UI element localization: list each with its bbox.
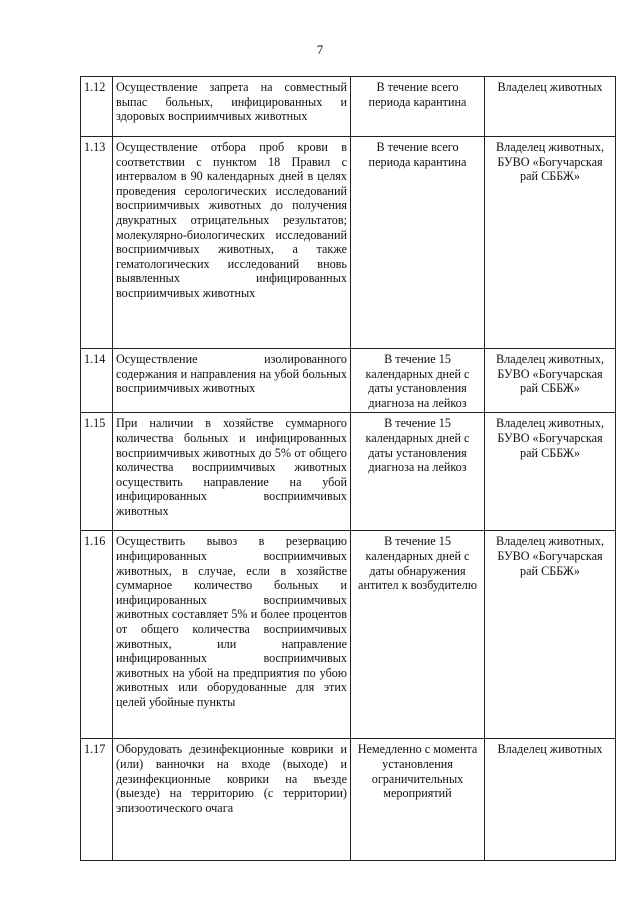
table-row <box>81 349 616 413</box>
row-number: 1.15 <box>81 413 113 531</box>
table-row <box>81 531 616 739</box>
row-term: В течение 15 календарных дней с даты установления диагноза на лейкоз <box>351 413 485 531</box>
row-term: В течение 15 календарных дней с даты обнаружения антител к возбудителю <box>351 531 485 739</box>
row-action: Осуществление изолированного содержания и направления на убой больных восприимчивых животных <box>113 349 351 413</box>
row-term: В течение 15 календарных дней с даты установления диагноза на лейкоз <box>351 349 485 413</box>
row-action: Осуществление отбора проб крови в соответствии с пунктом 18 Правил с интервалом в 90 календарных дней в целях проведения серологических исследований восприимчивых животных до получения двукратных отрицательных результатов; молекулярно-биологических исследований восприимчивых животных, а также гематологических исследований вновь выявленных инфицированных восприимчивых животных <box>113 137 351 349</box>
row-number: 1.17 <box>81 739 113 861</box>
row-number: 1.13 <box>81 137 113 349</box>
row-responsible: Владелец животных, БУВО «Богучарская рай СББЖ» <box>485 413 616 531</box>
row-number: 1.16 <box>81 531 113 739</box>
row-responsible: Владелец животных, БУВО «Богучарская рай СББЖ» <box>485 349 616 413</box>
row-action: Осуществление запрета на совместный выпас больных, инфицированных и здоровых восприимчивых животных <box>113 77 351 137</box>
row-responsible: Владелец животных, БУВО «Богучарская рай СББЖ» <box>485 531 616 739</box>
row-responsible: Владелец животных <box>485 739 616 861</box>
row-term: Немедленно с момента установления ограничительных мероприятий <box>351 739 485 861</box>
row-responsible: Владелец животных <box>485 77 616 137</box>
row-action: Оборудовать дезинфекционные коврики и (или) ванночки на входе (выходе) и дезинфекционные коврики на въезде (выезде) на территорию (с территории) эпизоотического очага <box>113 739 351 861</box>
row-number: 1.14 <box>81 349 113 413</box>
row-responsible: Владелец животных, БУВО «Богучарская рай СББЖ» <box>485 137 616 349</box>
row-action: Осуществить вывоз в резервацию инфицированных восприимчивых животных, в случае, если в хозяйстве суммарное количество больных и инфицированных восприимчивых животных составляет 5% и более процентов от общего количества восприимчивых животных, или направление инфицированных восприимчивых животных на убой на предприятия по убою животных или оборудованные для этих целей убойные пункты <box>113 531 351 739</box>
table-row <box>81 413 616 531</box>
table-row <box>81 739 616 861</box>
row-action: При наличии в хозяйстве суммарного количества больных и инфицированных восприимчивых животных до 5% от общего количества восприимчивых животных осуществить направление на убой инфицированных восприимчивых животных <box>113 413 351 531</box>
row-term: В течение всего периода карантина <box>351 77 485 137</box>
page-number: 7 <box>316 42 324 57</box>
table-row <box>81 137 616 349</box>
measures-table <box>80 76 616 861</box>
table-row <box>81 77 616 137</box>
row-term: В течение всего периода карантина <box>351 137 485 349</box>
row-number: 1.12 <box>81 77 113 137</box>
